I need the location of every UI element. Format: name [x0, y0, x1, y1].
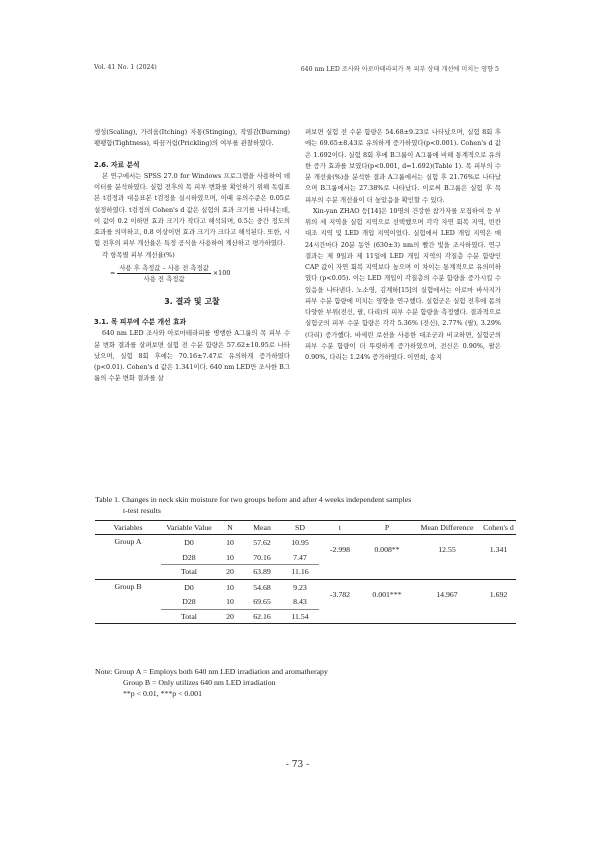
header-variables: Variables: [113, 523, 143, 532]
table-cell: [319, 565, 361, 580]
table-cell: 10.95: [291, 538, 309, 548]
left-column: [94, 127, 290, 385]
group-a-label: Group A: [114, 537, 142, 546]
table-row: [95, 609, 516, 624]
header-sd: SD: [295, 523, 305, 532]
table-row: [95, 565, 516, 580]
note-line-3: **p < 0.01, ***p < 0.001: [123, 689, 202, 698]
section-heading-3: 3. 결과 및 고찰: [164, 296, 220, 306]
table-cell: [481, 565, 516, 580]
table-caption: [95, 494, 515, 516]
table-cell: 10: [226, 538, 234, 548]
section-heading-3-1: 3.1. 목 피부에 수분 개선 효과: [94, 318, 187, 326]
section-heading-2-6: 2.6. 자료 분석: [94, 160, 140, 169]
paragraph: 각 항목별 피부 개선율(%): [102, 250, 175, 259]
table-caption-line-2: t-test results: [123, 506, 161, 515]
improvement-rate-formula: [94, 263, 290, 284]
group-b-cohens-d: 1.692: [489, 589, 508, 599]
group-b-rows: [95, 579, 516, 624]
table-cell: D0: [184, 538, 194, 548]
paragraph: 펴보면 실험 전 수분 함량은 54.68±9.23로 나타났으며, 실험 8회 후에는 69.65±8.43로 유의하게 증가하였다(p<0.001). Cohen's d 값은 1.692이다. 실험 8회 후에 B그룹이 A그룹에 비해 통계적으로 유의한 증가 효과를 보였다(p<0.001, d=1.692)(Table 1). 목 피부의 수분 개선율(%)을 분석한 결과 A그룹에서는 실험 후 21.76%로 나타났으며 B그룹에서는 27.38%로 나타났다. 이로써 B그룹은 실험 후 목 피부의 수분 개선율이 더 높았음을 확인할 수 있다.: [305, 128, 501, 204]
group-a-t: -2.998: [329, 545, 351, 555]
table-cell: [95, 551, 161, 565]
running-header-right: 640 nm LED 조사와 아로마테라피가 목 피부 상태 개선에 미치는 영향 5: [300, 66, 499, 73]
header-cohens-d: Cohen's d: [483, 523, 514, 532]
paragraph: 640 nm LED 조사와 아로마테라피를 병행한 A그룹의 목 피부 수분 변화 결과를 살펴보면 실험 전 수분 함량은 57.62±10.95로 나타났으며, 실험 8회 후에는 70.16±7.47로 유의하게 증가하였다(p<0.01). Cohen's d 값은 1.341이다. 640 nm LED만 조사한 B그룹의 수분 변화 결과를 살: [94, 329, 290, 383]
table-cell: 10: [226, 597, 234, 607]
header-variable-value: Variable Value: [166, 523, 212, 532]
table-cell: 20: [217, 609, 243, 624]
formula-denominator: 사용 전 측정값: [143, 274, 185, 283]
table-cell: 8.43: [293, 597, 307, 607]
table-cell: 54.68: [253, 582, 271, 592]
table-cell: 9.23: [293, 582, 307, 592]
table-cell: [481, 609, 516, 624]
table-cell: 10: [226, 552, 234, 562]
group-a-rows: [95, 535, 516, 580]
table-cell: Total: [161, 609, 217, 624]
formula-numerator: 사용 후 측정값 – 사용 전 측정값: [119, 263, 209, 272]
header-t: t: [338, 523, 342, 532]
group-a-mean-difference: 12.55: [438, 545, 456, 555]
formula-multiplier: ×100: [212, 268, 231, 277]
paragraph: Xin-yan ZHAO 등[14]은 10명의 건강한 참가자를 모집하여 등 부위의 세 지역을 실험 지역으로 선택했으며 각각 자연 회복 지역, 빈칸 대조 지역 및 LED 개입 지역이었다. 실험에서 LED 개입 지역은 매 24시간마다 20분 동안 (630±3) nm의 빨간 빛을 조사하였다. 연구 결과는 제 9일과 제 11일에 LED 개입 지역의 각질층 수분 함량인 CAP 값이 자연 회복 지역보다 높으며 이 차이는 통계적으로 유의미하였다 (p<0.05). 이는 LED 개입이 각질층의 수분 함량을 증가시킬 수 있음을 나타낸다. 노소영, 김계하[15]의 실험에서는 아로마 바사지가 피부 수분 함량에 미치는 영향을 연구했다. 실험군은 실험 전후에 몸의 다양한 부위(전신, 팔, 다리)의 피부 수분 함량을 측정했다. 결과적으로 실험군의 피부 수분 함량은 각각 5.36% (전신), 2.77% (팔), 3.29% (다리) 증가했다. 바세린 로션을 사용한 대조군과 비교하면, 실험군의 피부 수분 함량이 더 뚜렷하게 증가하였으며, 전신은 0.90%, 팔은 0.90%, 다리는 1.24% 증가하였다. 이연희, 송지: [305, 206, 501, 361]
table-cell: 70.16: [253, 552, 271, 562]
table-cell: D28: [182, 597, 196, 607]
table-caption-line-1: Table 1. Changes in neck skin moisture for two groups before and after 4 weeks independent samples: [95, 495, 412, 504]
right-column: [305, 127, 501, 363]
note-line-1: Note: Group A = Employs both 640 nm LED irradiation and aromatherapy: [95, 667, 328, 676]
formula-fraction: [117, 263, 210, 284]
header-mean-difference: Mean Difference: [420, 523, 474, 532]
table-cell: [361, 609, 413, 624]
table-cell: 69.65: [253, 597, 271, 607]
table-cell: [319, 609, 361, 624]
table-cell: 63.89: [243, 565, 281, 580]
header-mean: Mean: [253, 523, 271, 532]
table-cell: [95, 609, 161, 624]
group-a-cohens-d: 1.341: [489, 545, 508, 555]
table-cell: Total: [161, 565, 217, 580]
table-cell: 62.16: [243, 609, 281, 624]
paragraph: 생성(Scaling), 가려움(Itching) 자통(Stinging), 작열감(Burning) 팽팽함(Tightness), 따끔거림(Prickling)의 여부를 관찰하였다.: [94, 128, 290, 148]
table-row: [95, 579, 516, 595]
table-cell: 11.54: [281, 609, 319, 624]
header-p: P: [384, 523, 390, 532]
table-cell: [413, 565, 481, 580]
table-cell: [361, 565, 413, 580]
table-cell: D0: [184, 582, 194, 592]
table-cell: 7.47: [293, 552, 307, 562]
group-b-p: 0.001***: [372, 589, 402, 599]
table-cell: 20: [217, 565, 243, 580]
table-notes: [95, 666, 328, 699]
table-row: [95, 535, 516, 551]
group-b-mean-difference: 14.967: [436, 589, 458, 599]
group-b-t: -3.782: [329, 589, 351, 599]
group-a-p: 0.008**: [374, 545, 400, 555]
header-n: N: [227, 523, 233, 532]
paragraph: 본 연구에서는 SPSS 27.0 for Windows 프로그램을 사용하여 데이터를 분석하였다. 실험 전후의 목 피부 변화를 확인하기 위해 독립표본 t검정과 대응표본 t검정을 실시하였으며, 이때 유의수준은 0.05로 설정하였다. t검정의 Cohen's d 값은 실험의 효과 크기를 나타내는데, 이 값이 0.2 이하면 효과 크기가 작다고 해석되며, 0.5는 중간 정도의 효과를 의미하고, 0.8 이상이면 효과 크기가 크다고 해석된다. 또한, 시험 전후의 피부 개선율은 특정 공식을 사용하여 계산하고 평가하였다.: [94, 171, 290, 248]
table-cell: [95, 565, 161, 580]
table-cell: 57.62: [253, 538, 271, 548]
table-header-row: [95, 521, 516, 535]
table-cell: [413, 609, 481, 624]
table-cell: 10: [226, 582, 234, 592]
table-cell: D28: [182, 552, 196, 562]
formula-equals: =: [110, 268, 116, 277]
page-number: - 73 -: [285, 760, 310, 770]
note-line-2: Group B = Only utilizes 640 nm LED irradiation: [123, 678, 276, 687]
running-header-left: Vol. 41 No. 1 (2024): [94, 64, 157, 71]
table-cell: [95, 595, 161, 609]
group-b-label: Group B: [114, 581, 142, 591]
results-table: [95, 520, 516, 624]
table-cell: 11.16: [281, 565, 319, 580]
